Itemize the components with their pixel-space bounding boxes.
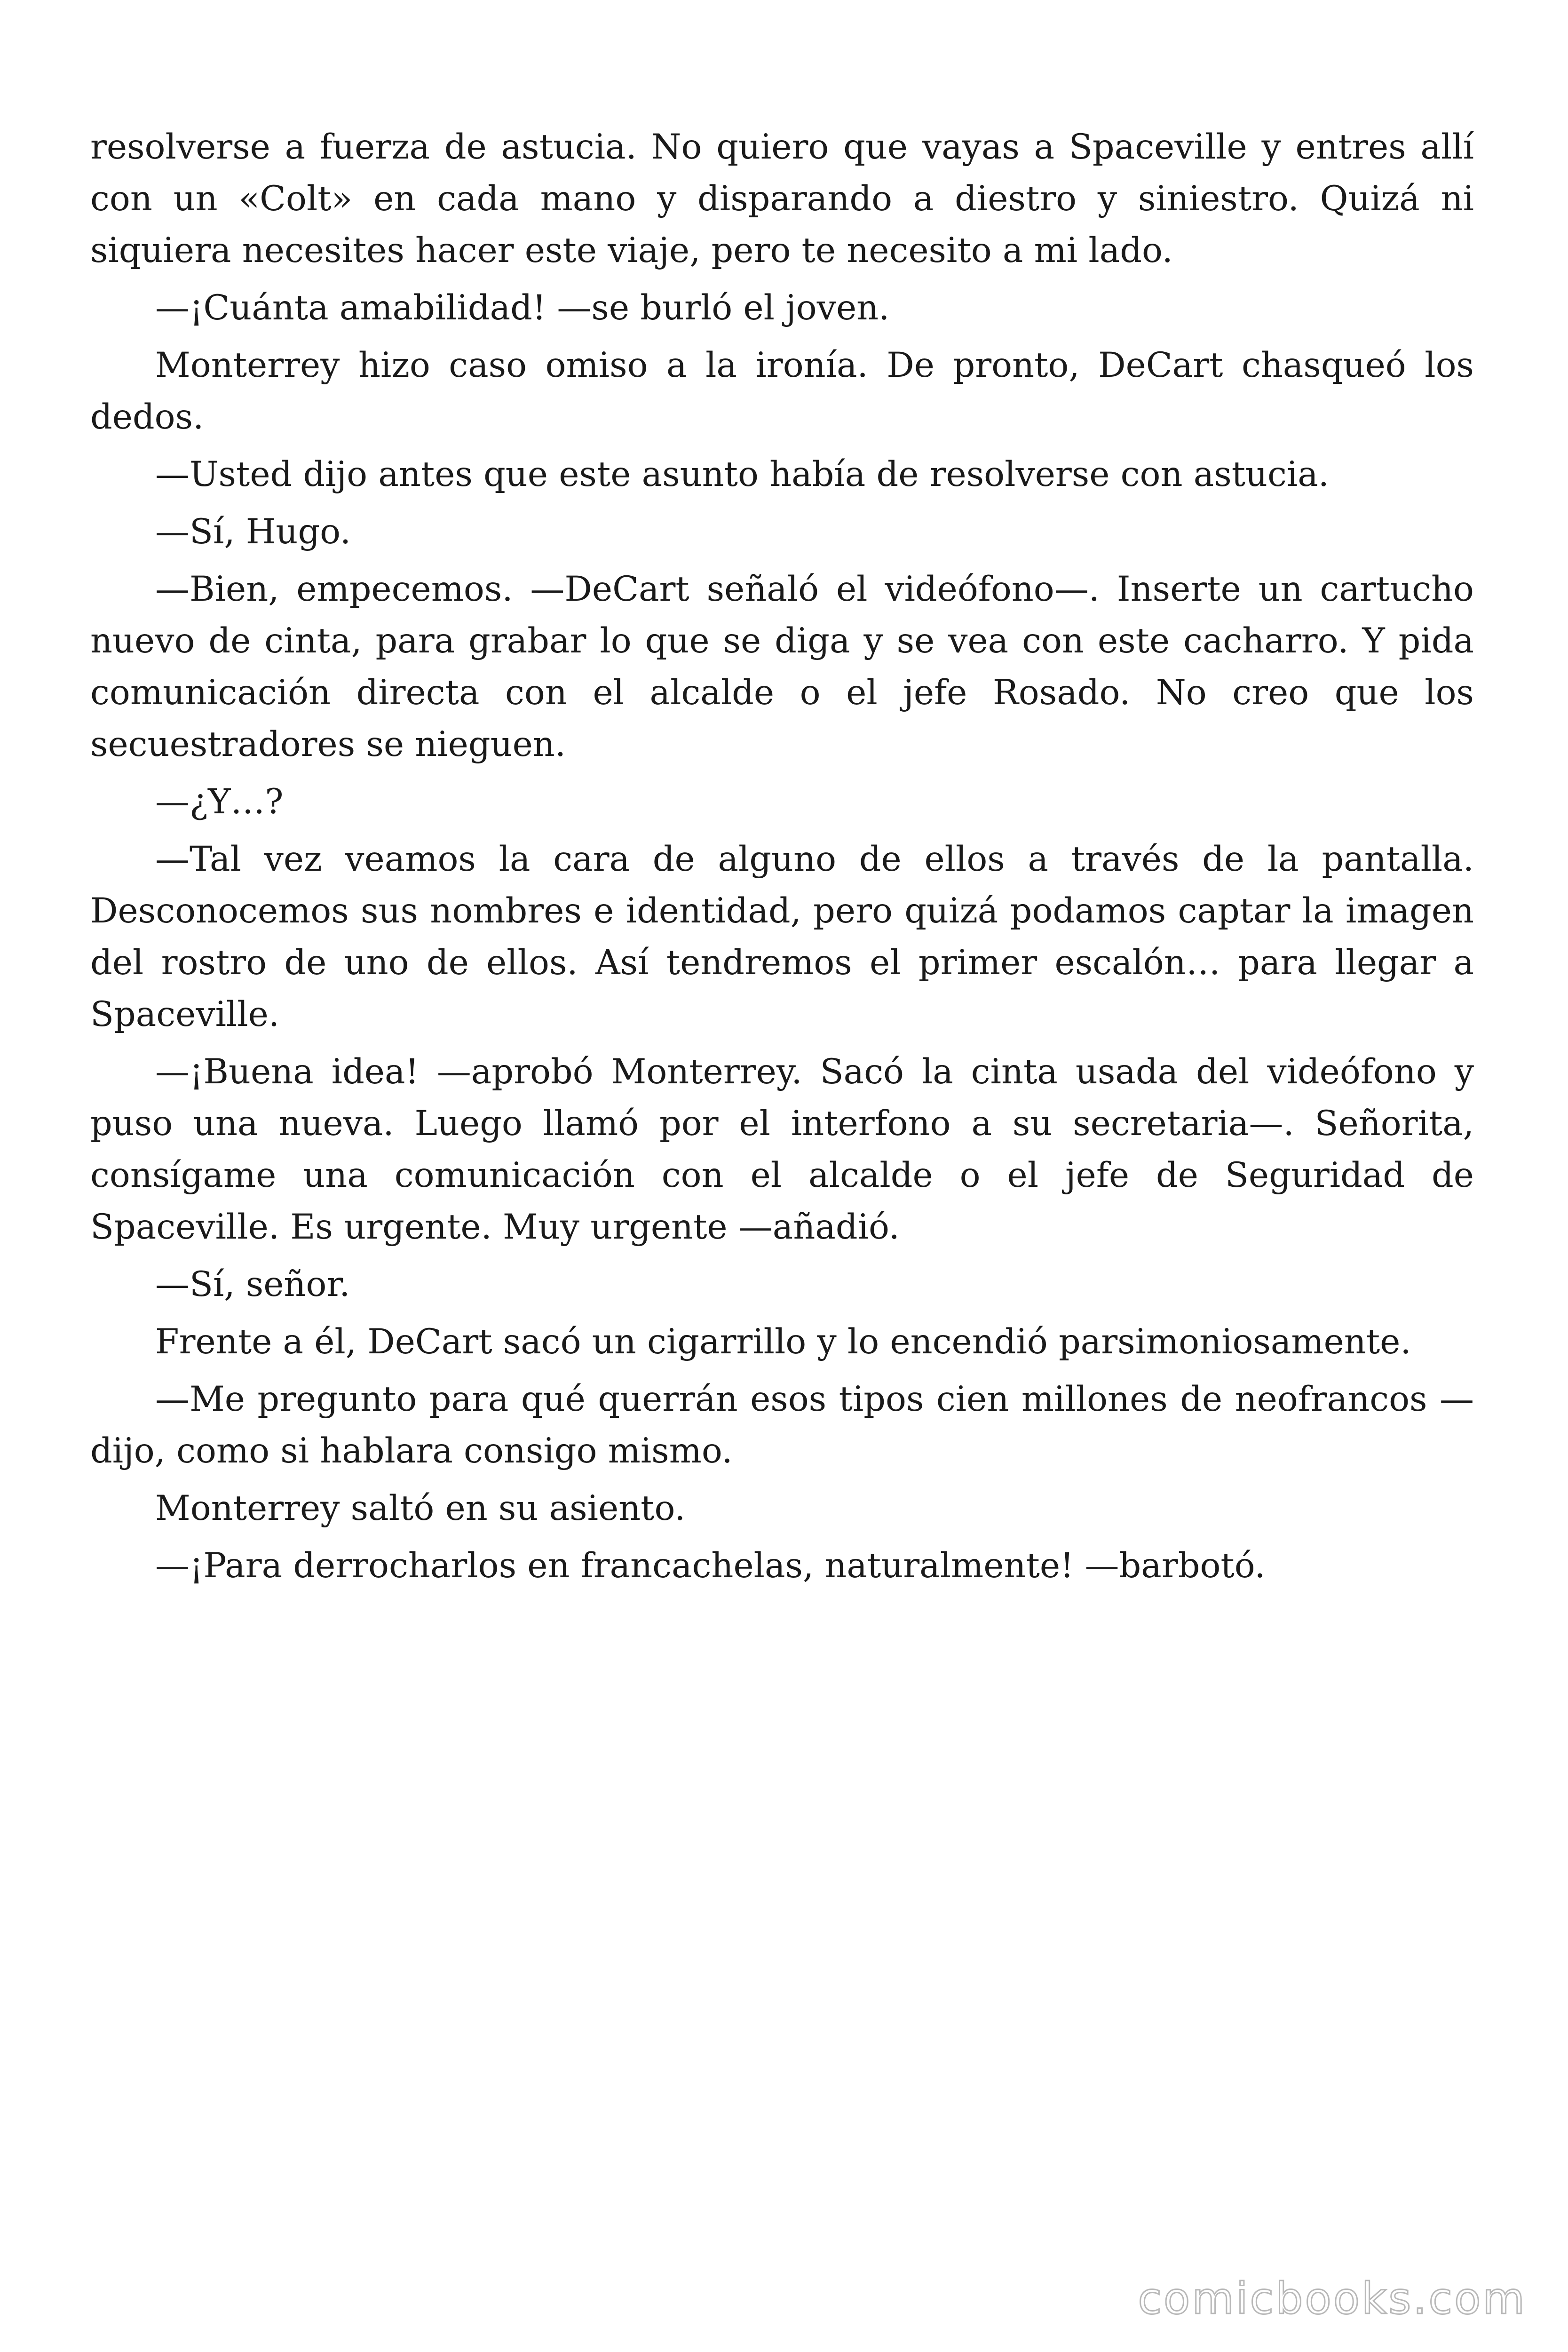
paragraph: —Me pregunto para qué querrán esos tipos cien millones de neofrancos —dijo, como si hablara consigo mismo. (90, 1379, 1474, 1471)
paragraph: —Bien, empecemos. —DeCart señaló el videófono—. Inserte un cartucho nuevo de cinta, para grabar lo que se diga y se vea con este cacharro. Y pida comunicación directa con el alcalde o el jefe Rosado. No creo que los secuestradores se nieguen. (90, 569, 1474, 764)
paragraph: Frente a él, DeCart sacó un cigarrillo y lo encendió parsimoniosamente. (155, 1322, 1411, 1362)
watermark: comicbooks.com (1138, 2273, 1527, 2324)
paragraph: —¡Buena idea! —aprobó Monterrey. Sacó la cinta usada del videófono y puso una nueva. Luego llamó por el interfono a su secretaria—. Señorita, consígame una comunicación con el alcalde o el jefe de Seguridad de Spaceville. Es urgente. Muy urgente —añadió. (90, 1052, 1474, 1247)
paragraph: Monterrey saltó en su asiento. (155, 1488, 686, 1528)
paragraph: —Tal vez veamos la cara de alguno de ellos a través de la pantalla. Desconocemos sus nombres e identidad, pero quizá podamos captar la imagen del rostro de uno de ellos. Así tendremos el primer escalón… para llegar a Spaceville. (90, 839, 1474, 1034)
paragraph: resolverse a fuerza de astucia. No quiero que vayas a Spaceville y entres allí con un «Colt» en cada mano y disparando a diestro y siniestro. Quizá ni siquiera necesites hacer este viaje, pero te necesito a mi lado. (90, 127, 1474, 270)
paragraph: —¿Y…? (155, 782, 284, 822)
book-text (90, 121, 1474, 1597)
paragraph: —Usted dijo antes que este asunto había de resolverse con astucia. (155, 454, 1330, 494)
paragraph: —Sí, Hugo. (155, 512, 351, 552)
paragraph: —¡Cuánta amabilidad! —se burló el joven. (155, 288, 890, 328)
paragraph: —Sí, señor. (155, 1264, 350, 1304)
paragraph: Monterrey hizo caso omiso a la ironía. De pronto, DeCart chasqueó los dedos. (90, 345, 1474, 437)
paragraph: —¡Para derrocharlos en francachelas, naturalmente! —barbotó. (155, 1546, 1266, 1586)
